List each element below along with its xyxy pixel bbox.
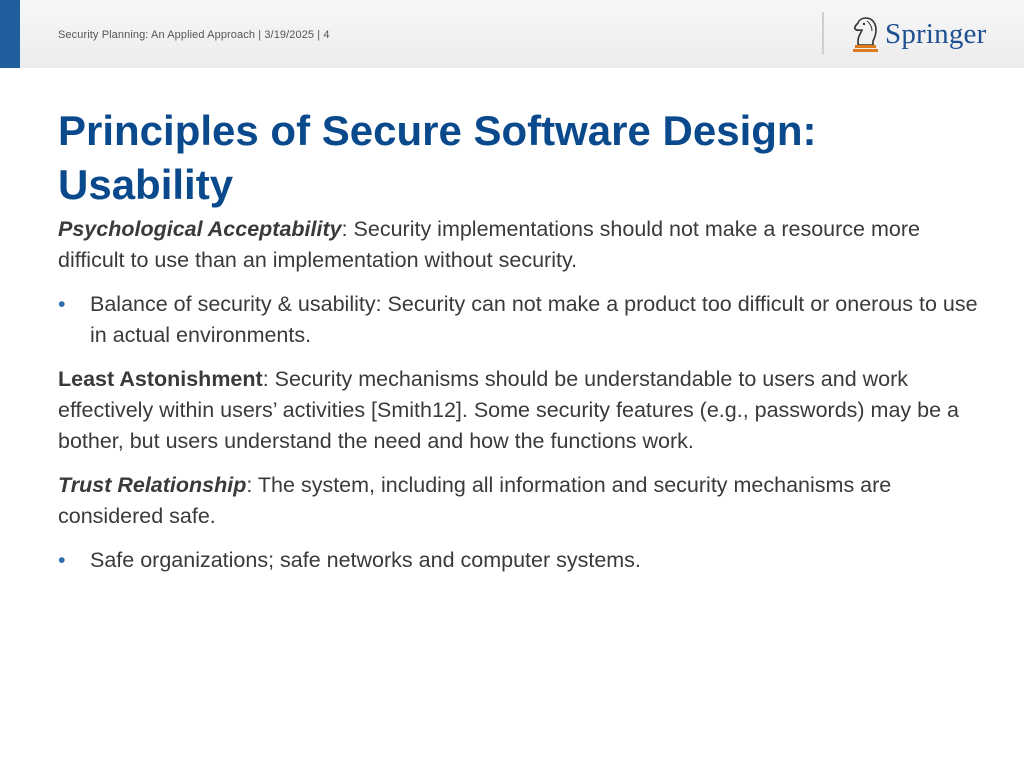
springer-logo: [850, 13, 986, 55]
paragraph-least-astonishment: [58, 364, 978, 457]
bullet-marker: •: [58, 292, 66, 316]
paragraph-text: : Security implementations should not make a resource more difficult to use than an implementation without security.: [58, 217, 920, 272]
slide-body: [58, 214, 978, 589]
bullet-item-safe-organizations: [58, 545, 978, 576]
term-trust-relationship: Trust Relationship: [58, 473, 247, 497]
header-divider: [822, 12, 824, 54]
term-least-astonishment: Least Astonishment: [58, 367, 263, 391]
paragraph-trust-relationship: [58, 470, 978, 532]
paragraph-text: : The system, including all information and security mechanisms are considered safe.: [58, 473, 892, 528]
bullet-text: Safe organizations; safe networks and computer systems.: [90, 548, 641, 572]
slide-title: Principles of Secure Software Design: Usability: [58, 107, 817, 208]
paragraph-psychological-acceptability: [58, 214, 978, 276]
logo-wordmark: Springer: [885, 17, 987, 50]
header-footer-text: Security Planning: An Applied Approach | 3/19/2025 | 4: [58, 29, 330, 41]
chess-knight-icon: [850, 15, 880, 53]
bullet-text: Balance of security & usability: Security can not make a product too difficult or onerous to use in actual environments.: [90, 292, 978, 347]
bullet-item-balance: [58, 289, 978, 351]
bullet-marker: •: [58, 548, 66, 572]
term-psychological-acceptability: Psychological Acceptability: [58, 217, 342, 241]
slide-header: [0, 0, 1024, 68]
paragraph-text: : Security mechanisms should be understandable to users and work effectively within users’ activities [Smith12]. Some security features (e.g., passwords) may be a bother, but users understand the need and how the functions work.: [58, 367, 959, 453]
header-accent-bar: [0, 0, 20, 68]
